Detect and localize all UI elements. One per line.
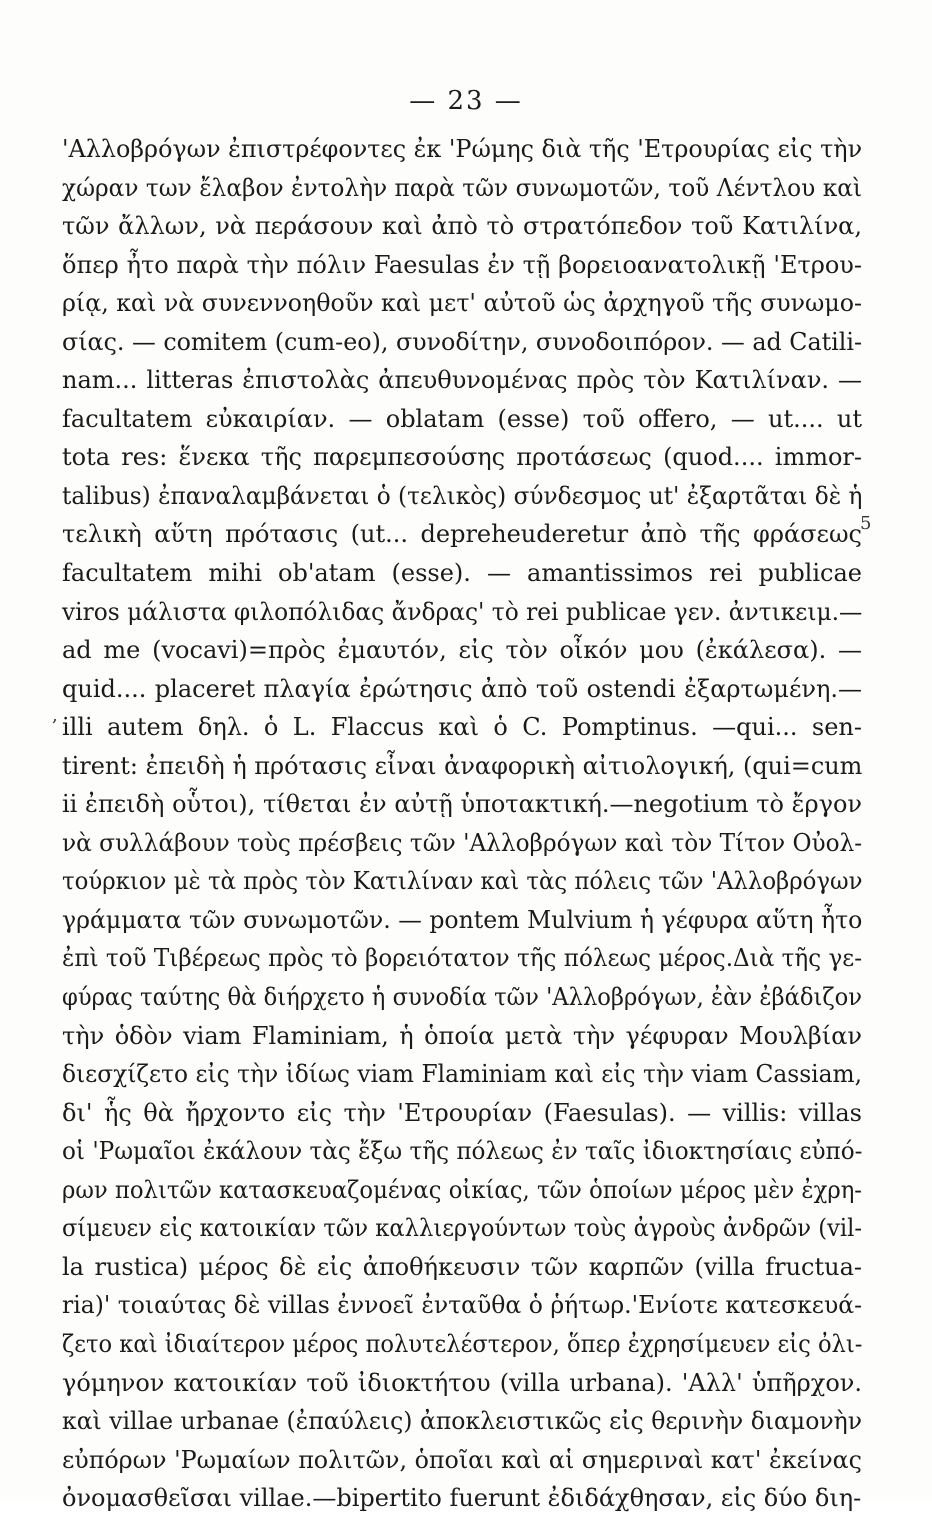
text-line: γράμματα τῶν συνωμοτῶν. — pontem Mulvium ἡ γέφυρα αὕτη ἦτο: [62, 905, 863, 934]
page-number: — 23 —: [409, 86, 523, 116]
text-line: καὶ villae urbanae (ἐπαύλεις) ἀποκλειστικῶς εἰς θερινὴν διαμονὴν: [62, 1407, 862, 1436]
text-line: ria)' τοιαύτας δὲ villas ἐννοεῖ ἐνταῦθα ὁ ῥήτωρ.'Ενίοτε κατεσκευά-: [62, 1291, 862, 1320]
text-line: ζετο καὶ ἰδιαίτερον μέρος πολυτελέστερον, ὅπερ ἐχρησίμευεν εἰς ὀλι-: [62, 1329, 863, 1358]
text-line: τελικὴ αὕτη πρότασις (ut... depreheuderetur ἀπὸ τῆς φράσεως: [62, 520, 862, 549]
text-line: talibus) ἐπαναλαμβάνεται ὁ (τελικὸς) σύνδεσμος ut' ἐξαρτᾶται δὲ ἡ: [62, 481, 863, 510]
text-line: 'Αλλοβρόγων ἐπιστρέφοντες ἐκ 'Ρώμης διὰ τῆς 'Ετρουρίας εἰς τὴν: [62, 135, 863, 163]
text-line: tirent: ἐπειδὴ ἡ πρότασις εἶναι ἀναφορικὴ αἰτιολογική, (qui=cum: [62, 751, 863, 780]
text-line: ἐπὶ τοῦ Τιβέρεως πρὸς τὸ βορειότατον τῆς πόλεως μέρος.Διὰ τῆς γε-: [62, 944, 862, 973]
text-line: δι' ἧς θὰ ἤρχοντο εἰς τὴν 'Ετρουρίαν (Faesulas). — villis: villas: [62, 1098, 862, 1127]
text-line: εὐπόρων 'Ρωμαίων πολιτῶν, ὁποῖαι καὶ αἱ σημεριναὶ κατ' ἐκείνας: [62, 1445, 862, 1474]
text-line: la rustica) μέρος δὲ εἰς ἀποθήκευσιν τῶν καρπῶν (villa fructua-: [62, 1252, 862, 1281]
text-line: ρίᾳ, καὶ νὰ συνεννοηθοῦν καὶ μετ' αὐτοῦ ὡς ἀρχηγοῦ τῆς συνωμο-: [62, 289, 862, 318]
text-line: τῶν ἄλλων, νὰ περάσουν καὶ ἀπὸ τὸ στρατόπεδον τοῦ Κατιλίνα,: [62, 212, 862, 241]
text-line: οἱ 'Ρωμαῖοι ἐκάλουν τὰς ἔξω τῆς πόλεως ἐν ταῖς ἰδιοκτησίαις εὐπό-: [62, 1137, 863, 1166]
text-line: χώραν των ἔλαβον ἐντολὴν παρὰ τῶν συνωμοτῶν, τοῦ Λέντλου καὶ: [62, 173, 862, 202]
text-line: ρων πολιτῶν κατασκευαζομένας οἰκίας, τῶν ὁποίων μέρος μὲν ἐχρη-: [62, 1175, 862, 1204]
text-line: nam... litteras ἐπιστολὰς ἀπευθυνομένας πρὸς τὸν Κατιλίναν. —: [62, 366, 862, 395]
text-line: νὰ συλλάβουν τοὺς πρέσβεις τῶν 'Αλλοβρόγων καὶ τὸν Τίτον Οὐολ-: [62, 828, 863, 857]
text-line: σίμευεν εἰς κατοικίαν τῶν καλλιεργούντων τοὺς ἀγροὺς ἀνδρῶν (vil-: [62, 1214, 862, 1243]
text-line: τούρκιον μὲ τὰ πρὸς τὸν Κατιλίναν καὶ τὰς πόλεις τῶν 'Αλλοβρόγων: [62, 867, 863, 896]
text-line: ὅπερ ἦτο παρὰ τὴν πόλιν Faesulas ἐν τῇ βορειοανατολικῇ 'Ετρου-: [62, 250, 862, 279]
text-line: ὀνομασθεῖσαι villae.—bipertito fuerunt ἐδιδάχθησαν, εἰς δύο διη-: [62, 1484, 862, 1513]
text-line: facultatem εὐκαιρίαν. — oblatam (esse) τοῦ offero, — ut.... ut: [62, 404, 862, 433]
text-line: φύρας ταύτης θὰ διήρχετο ἡ συνοδία τῶν 'Αλλοβρόγων, ἐὰν ἐβάδιζον: [62, 983, 862, 1012]
text-line: quid.... placeret πλαγία ἐρώτησις ἀπὸ τοῦ ostendi ἐξαρτωμένη.—: [62, 674, 862, 703]
text-line: τὴν ὁδὸν viam Flaminiam, ἡ ὁποία μετὰ τὴν γέφυραν Μουλβίαν: [62, 1021, 862, 1050]
margin-mark-left: ,: [52, 705, 58, 726]
text-line: σίας. — comitem (cum-eo), συνοδίτην, συνοδοιπόρον. — ad Catili-: [62, 327, 862, 356]
text-line: γόμηνον κατοικίαν τοῦ ἰδιοκτήτου (villa urbana). 'Αλλ' ὑπῆρχον.: [62, 1368, 862, 1397]
text-line: illi autem δηλ. ὁ L. Flaccus καὶ ὁ C. Pomptinus. —qui... sen-: [62, 713, 862, 742]
text-line: ad me (vocavi)=πρὸς ἐμαυτόν, εἰς τὸν οἶκόν μου (ἐκάλεσα). —: [62, 636, 862, 665]
body-text: [62, 130, 862, 1518]
text-line: ii ἐπειδὴ οὗτοι), τίθεται ἐν αὐτῇ ὑποτακτική.—negotium τὸ ἔργον: [62, 790, 862, 819]
margin-mark-right: 5: [860, 513, 872, 534]
text-line: viros μάλιστα φιλοπόλιδας ἄνδρας' τὸ rei publicae γεν. ἀντικειμ.—: [62, 597, 863, 626]
text-line: facultatem mihi ob'atam (esse). — amantissimos rei publicae: [62, 559, 862, 588]
text-line: διεσχίζετο εἰς τὴν ἰδίως viam Flaminiam καὶ εἰς τὴν viam Cassiam,: [62, 1060, 862, 1089]
text-line: tota res: ἕνεκα τῆς παρεμπεσούσης προτάσεως (quod.... immor-: [62, 443, 862, 472]
